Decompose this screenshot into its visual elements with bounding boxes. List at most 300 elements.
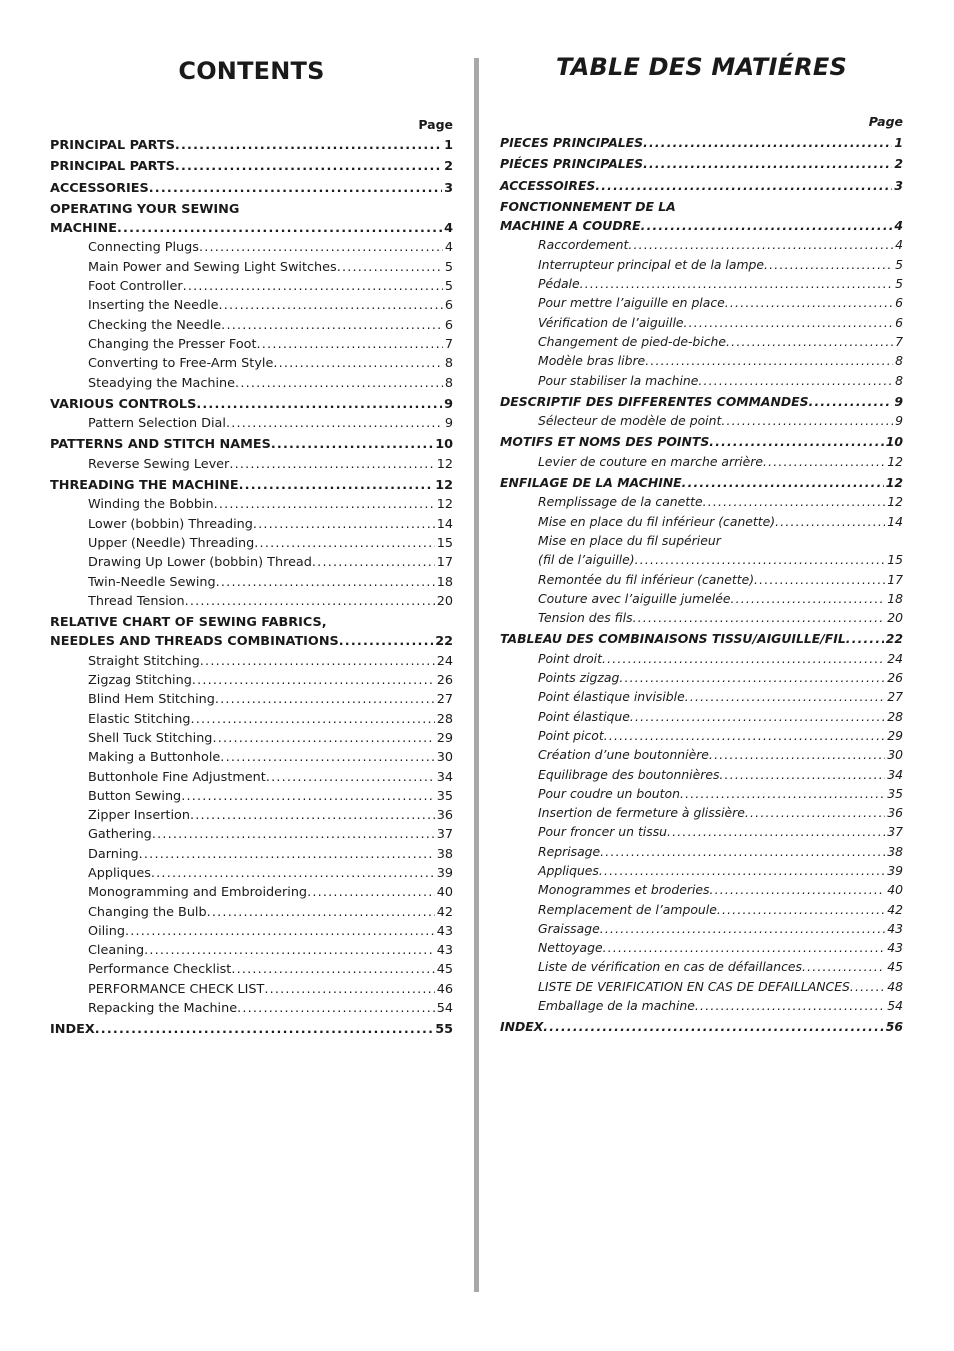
toc-entry-page-number: 42 <box>887 901 903 917</box>
toc-entry-label: MACHINE <box>50 221 117 237</box>
dot-leader <box>199 238 443 257</box>
toc-entry <box>50 671 453 690</box>
toc-entry-page-number: 18 <box>436 574 453 590</box>
dot-leader <box>643 133 892 152</box>
toc-entry-page-number: 2 <box>894 156 903 172</box>
page-title: TABLE DES MATIÉRES <box>556 53 847 81</box>
toc-entry-label: Couture avec l’aiguille jumelée <box>538 590 731 606</box>
dot-leader <box>196 395 442 414</box>
toc-section-entry <box>500 392 903 411</box>
toc-entry-page-number: 4 <box>895 237 903 253</box>
toc-entry-label: Point droit <box>538 650 602 666</box>
toc-entry-page-number: 28 <box>436 711 453 727</box>
toc-entry-page-number: 42 <box>436 904 453 920</box>
toc-entry-label: PIÉCES PRINCIPALES <box>500 156 644 172</box>
toc-entry-page-number: 7 <box>444 336 453 352</box>
dot-leader <box>266 768 435 787</box>
toc-entry-label: Sélecteur de modèle de point <box>538 413 722 429</box>
toc-entry <box>50 534 453 553</box>
toc-entry <box>50 768 453 787</box>
toc-entry <box>50 864 453 883</box>
toc-entry-label: MOTIFS ET NOMS DES POINTS <box>500 434 710 450</box>
toc-entry-label: Checking the Needle <box>88 317 222 333</box>
toc-entry-label: Appliques <box>538 862 599 878</box>
toc-entry-page-number: 46 <box>436 981 453 997</box>
toc-entry-label: Steadying the Machine <box>88 375 236 391</box>
toc-entry <box>50 999 453 1018</box>
toc-entry <box>500 957 903 976</box>
dot-leader <box>604 726 886 745</box>
toc-entry-page-number: 12 <box>436 497 453 513</box>
dot-leader <box>273 354 443 373</box>
toc-entry-page-number: 39 <box>887 862 903 878</box>
toc-entry-page-number: 9 <box>894 393 903 409</box>
toc-entry-label: Foot Controller <box>88 279 183 295</box>
toc-section-entry <box>500 154 903 173</box>
toc-entry <box>50 652 453 671</box>
toc-entry-label: Nettoyage <box>538 940 603 956</box>
toc-entry-label-line1: FONCTIONNEMENT DE LA <box>500 198 676 214</box>
toc-entry-label: Button Sewing <box>88 788 182 804</box>
toc-entry <box>500 880 903 899</box>
dot-leader <box>725 293 893 312</box>
toc-entry-page-number: 29 <box>887 727 903 743</box>
dot-leader <box>846 629 884 648</box>
dot-leader <box>337 258 443 277</box>
toc-entry <box>50 414 453 433</box>
toc-entry-label: Points zigzag <box>538 670 620 686</box>
toc-entry-label: Repacking the Machine <box>88 1001 238 1017</box>
toc-entry-page-number: 9 <box>444 416 453 432</box>
toc-entry <box>50 980 453 999</box>
toc-entry-label: Modèle bras libre <box>538 353 646 369</box>
dot-leader <box>600 919 885 938</box>
dot-leader <box>685 687 885 706</box>
toc-entry-page-number: 27 <box>436 692 453 708</box>
toc-entry-label: VARIOUS CONTROLS <box>50 396 197 412</box>
toc-section-entry <box>50 200 453 239</box>
toc-entry <box>500 707 903 726</box>
toc-entry <box>500 687 903 706</box>
toc-entry-page-number: 12 <box>887 453 903 469</box>
toc-entry-label: ENFILAGE DE LA MACHINE <box>500 475 682 491</box>
dot-leader <box>645 351 893 370</box>
toc-entry-label: Thread Tension <box>88 593 185 609</box>
toc-entry <box>500 977 903 996</box>
dot-leader <box>680 784 885 803</box>
toc-entry <box>500 900 903 919</box>
dot-leader <box>599 861 885 880</box>
toc-entry-label: THREADING THE MACHINE <box>50 478 239 494</box>
dot-leader <box>257 335 443 354</box>
toc-entry-page-number: 12 <box>887 494 903 510</box>
dot-leader <box>190 710 434 729</box>
toc-entry-label-line1: RELATIVE CHART OF SEWING FABRICS, <box>50 615 327 631</box>
dot-leader <box>595 176 892 195</box>
toc-list <box>500 133 903 1037</box>
toc-entry-page-number: 18 <box>887 590 903 606</box>
toc-entry-page-number: 55 <box>435 1022 453 1038</box>
dot-leader <box>775 512 885 531</box>
toc-entry-page-number: 26 <box>887 670 903 686</box>
dot-leader <box>231 960 434 979</box>
dot-leader <box>602 649 885 668</box>
toc-section-entry <box>50 179 453 198</box>
toc-entry-label: PRINCIPAL PARTS <box>50 159 175 175</box>
dot-leader <box>312 553 435 572</box>
toc-entry-page-number: 12 <box>436 456 453 472</box>
dot-leader <box>190 806 435 825</box>
dot-leader <box>152 825 435 844</box>
toc-entry <box>50 729 453 748</box>
toc-entry-page-number: 38 <box>887 843 903 859</box>
dot-leader <box>717 900 885 919</box>
toc-entry <box>50 374 453 393</box>
toc-entry <box>50 238 453 257</box>
toc-entry-page-number: 6 <box>895 314 903 330</box>
dot-leader <box>339 632 433 651</box>
toc-entry-page-number: 2 <box>444 159 453 175</box>
toc-entry <box>50 960 453 979</box>
toc-list <box>50 136 453 1040</box>
toc-entry <box>500 570 903 589</box>
dot-leader <box>215 690 435 709</box>
dot-leader <box>219 296 443 315</box>
toc-entry <box>500 371 903 390</box>
toc-entry <box>500 996 903 1015</box>
dot-leader <box>726 332 893 351</box>
toc-entry <box>500 332 903 351</box>
dot-leader <box>207 903 435 922</box>
toc-entry-page-number: 37 <box>436 827 453 843</box>
toc-entry <box>50 354 453 373</box>
toc-entry-page-number: 14 <box>887 513 903 529</box>
toc-entry-label: NEEDLES AND THREADS COMBINATIONS <box>50 634 339 650</box>
toc-entry-label: Converting to Free-Arm Style <box>88 356 274 372</box>
toc-entry-label: Mise en place du fil inférieur (canette) <box>538 513 776 529</box>
toc-section-entry <box>500 176 903 195</box>
toc-entry-label: PRINCIPAL PARTS <box>50 138 175 153</box>
toc-entry-label: ACCESSOIRES <box>500 177 596 193</box>
dot-leader <box>264 980 434 999</box>
page-title: CONTENTS <box>178 57 325 85</box>
toc-entry-page-number: 6 <box>444 317 453 333</box>
toc-entry-page-number: 15 <box>887 552 903 568</box>
toc-entry-label: Buttonhole Fine Adjustment <box>88 769 266 785</box>
toc-entry-label: PATTERNS AND STITCH NAMES <box>50 437 271 453</box>
toc-entry-label: Point picot <box>538 727 604 743</box>
toc-section-entry <box>500 1017 903 1036</box>
toc-entry <box>500 919 903 938</box>
toc-entry <box>50 455 453 474</box>
toc-entry-label: Reprisage <box>538 843 601 859</box>
toc-entry-page-number: 14 <box>436 516 453 532</box>
toc-entry <box>50 690 453 709</box>
column-divider <box>474 58 479 1292</box>
toc-entry <box>50 316 453 335</box>
dot-leader <box>139 845 435 864</box>
toc-entry <box>50 845 453 864</box>
toc-entry <box>500 589 903 608</box>
page-column-label: Page <box>418 117 453 132</box>
toc-entry-label: Raccordement <box>538 237 629 253</box>
toc-entry <box>500 668 903 687</box>
toc-section-entry <box>500 133 903 152</box>
toc-entry <box>500 351 903 370</box>
toc-entry <box>500 411 903 430</box>
toc-entry-label: Pédale <box>538 276 580 292</box>
toc-entry <box>50 748 453 767</box>
dot-leader <box>709 745 885 764</box>
dot-leader <box>619 668 885 687</box>
toc-entry-page-number: 45 <box>436 962 453 978</box>
toc-entry-page-number: 5 <box>895 256 903 272</box>
toc-entry-page-number: 39 <box>436 865 453 881</box>
toc-entry-label: Pour stabiliser la machine <box>538 372 699 388</box>
dot-leader <box>125 922 435 941</box>
dot-leader <box>641 216 893 235</box>
toc-entry-label: Graissage <box>538 920 600 936</box>
dot-leader <box>630 707 885 726</box>
dot-leader <box>185 592 435 611</box>
dot-leader <box>220 748 434 767</box>
toc-entry-label: PERFORMANCE CHECK LIST <box>88 981 265 997</box>
toc-entry-label: Appliques <box>88 865 151 881</box>
toc-entry <box>50 573 453 592</box>
toc-entry <box>500 255 903 274</box>
toc-entry-label: Performance Checklist <box>88 962 232 978</box>
toc-entry-label: Liste de vérification en cas de défaillances <box>538 959 802 975</box>
toc-entry-page-number: 28 <box>887 708 903 724</box>
toc-section-entry <box>500 629 903 648</box>
toc-entry-page-number: 27 <box>887 689 903 705</box>
toc-entry-page-number: 36 <box>436 808 453 824</box>
toc-entry-label-line1: OPERATING YOUR SEWING <box>50 201 240 217</box>
dot-leader <box>221 316 443 335</box>
dot-leader <box>239 476 434 495</box>
toc-entry-label: Monogramming and Embroidering <box>88 885 308 901</box>
toc-entry-page-number: 43 <box>887 940 903 956</box>
toc-section-entry <box>500 473 903 492</box>
toc-entry <box>50 922 453 941</box>
page-column-label: Page <box>868 114 903 129</box>
dot-leader <box>95 1020 433 1039</box>
toc-entry-page-number: 15 <box>436 535 453 551</box>
dot-leader <box>183 277 443 296</box>
dot-leader <box>721 411 893 430</box>
toc-entry-page-number: 34 <box>436 769 453 785</box>
toc-entry-label: INDEX <box>50 1022 95 1038</box>
toc-entry-label: Twin-Needle Sewing <box>88 574 216 590</box>
dot-leader <box>253 515 435 534</box>
toc-entry-page-number: 12 <box>435 478 453 494</box>
toc-entry-label: DESCRIPTIF DES DIFFERENTES COMMANDES <box>500 393 809 409</box>
toc-entry-page-number: 8 <box>895 372 903 388</box>
toc-entry-label: ACCESSORIES <box>50 180 149 196</box>
dot-leader <box>235 374 443 393</box>
toc-entry-page-number: 36 <box>887 805 903 821</box>
toc-entry-label: Darning <box>88 846 139 862</box>
dot-leader <box>214 495 435 514</box>
dot-leader <box>684 313 894 332</box>
toc-entry <box>500 765 903 784</box>
toc-entry-page-number: 8 <box>444 375 453 391</box>
dot-leader <box>237 999 435 1018</box>
toc-entry <box>500 313 903 332</box>
dot-leader <box>682 473 884 492</box>
toc-entry <box>50 258 453 277</box>
toc-entry-page-number: 6 <box>895 295 903 311</box>
toc-entry-label: Point élastique <box>538 708 630 724</box>
toc-entry-label: TABLEAU DES COMBINAISONS TISSU/AIGUILLE/FIL <box>500 631 846 647</box>
toc-entry-label: Gathering <box>88 827 152 843</box>
toc-entry-label: Drawing Up Lower (bobbin) Thread <box>88 555 312 571</box>
dot-leader <box>695 996 885 1015</box>
toc-entry-page-number: 3 <box>894 177 903 193</box>
toc-entry <box>500 938 903 957</box>
dot-leader <box>730 589 885 608</box>
toc-entry-page-number: 10 <box>435 437 453 453</box>
toc-entry <box>500 649 903 668</box>
toc-entry-label: Straight Stitching <box>88 653 200 669</box>
toc-entry-label: Insertion de fermeture à glissière <box>538 805 745 821</box>
toc-entry-label: Connecting Plugs <box>88 240 199 256</box>
toc-section-entry <box>50 435 453 454</box>
toc-entry-page-number: 24 <box>436 653 453 669</box>
toc-entry <box>500 452 903 471</box>
toc-entry <box>500 492 903 511</box>
toc-entry <box>50 277 453 296</box>
toc-entry-label: Changement de pied-de-biche <box>538 333 727 349</box>
toc-entry-label: Tension des fils <box>538 610 633 626</box>
toc-entry-page-number: 45 <box>887 959 903 975</box>
toc-entry-label: Zigzag Stitching <box>88 673 192 689</box>
toc-entry-page-number: 43 <box>436 943 453 959</box>
toc-entry-page-number: 8 <box>895 353 903 369</box>
toc-entry-page-number: 5 <box>444 259 453 275</box>
toc-entry-label: Inserting the Needle <box>88 298 219 314</box>
toc-entry <box>500 293 903 312</box>
toc-entry-page-number: 29 <box>436 730 453 746</box>
toc-entry-page-number: 22 <box>885 631 903 647</box>
dot-leader <box>703 492 886 511</box>
toc-entry-page-number: 54 <box>436 1001 453 1017</box>
toc-section-entry <box>50 136 453 155</box>
toc-entry-label: Vérification de l’aiguille <box>538 314 684 330</box>
toc-entry <box>50 296 453 315</box>
toc-entry-label: Pour froncer un tissu <box>538 824 668 840</box>
dot-leader <box>763 452 885 471</box>
toc-entry-page-number: 20 <box>887 610 903 626</box>
toc-entry <box>500 803 903 822</box>
toc-entry-label: Changing the Presser Foot <box>88 336 257 352</box>
toc-entry <box>50 495 453 514</box>
toc-entry-label: Point élastique invisible <box>538 689 685 705</box>
toc-section-entry <box>500 197 903 236</box>
toc-entry <box>50 825 453 844</box>
toc-entry-page-number: 12 <box>885 475 903 491</box>
toc-entry-label: (fil de l’aiguille) <box>538 552 635 568</box>
dot-leader <box>698 371 893 390</box>
toc-entry-page-number: 7 <box>895 333 903 349</box>
toc-entry-page-number: 4 <box>444 221 453 237</box>
toc-entry-page-number: 9 <box>444 396 453 412</box>
dot-leader <box>603 938 886 957</box>
dot-leader <box>745 803 885 822</box>
dot-leader <box>754 570 885 589</box>
toc-entry <box>50 903 453 922</box>
dot-leader <box>216 573 435 592</box>
toc-entry-label: Oiling <box>88 923 125 939</box>
toc-entry-page-number: 5 <box>895 276 903 292</box>
toc-entry-label: Remplissage de la canette <box>538 494 703 510</box>
dot-leader <box>229 455 434 474</box>
toc-entry-label: Equilibrage des boutonnières <box>538 766 720 782</box>
dot-leader <box>151 864 435 883</box>
toc-entry-label: Zipper Insertion <box>88 808 190 824</box>
toc-entry <box>500 861 903 880</box>
toc-entry <box>500 842 903 861</box>
dot-leader <box>802 957 885 976</box>
toc-section-entry <box>50 613 453 652</box>
dot-leader <box>226 414 443 433</box>
toc-entry-page-number: 56 <box>885 1019 903 1035</box>
dot-leader <box>175 136 442 155</box>
toc-entry-label: Remplacement de l’ampoule <box>538 901 717 917</box>
toc-entry-label: Shell Tuck Stitching <box>88 730 213 746</box>
toc-entry-page-number: 20 <box>436 593 453 609</box>
toc-entry <box>500 512 903 531</box>
toc-entry-page-number: 37 <box>887 824 903 840</box>
toc-entry-label: Winding the Bobbin <box>88 497 214 513</box>
dot-leader <box>633 608 886 627</box>
toc-entry <box>500 745 903 764</box>
toc-entry-page-number: 1 <box>894 135 903 150</box>
toc-entry-page-number: 4 <box>444 240 453 256</box>
toc-entry-page-number: 9 <box>895 413 903 429</box>
toc-entry-label: Elastic Stitching <box>88 711 191 727</box>
dot-leader <box>181 787 435 806</box>
toc-entry-page-number: 3 <box>444 180 453 196</box>
dot-leader <box>643 154 892 173</box>
toc-entry-label: Reverse Sewing Lever <box>88 456 230 472</box>
toc-entry-label: Remontée du fil inférieur (canette) <box>538 571 755 587</box>
toc-entry-page-number: 8 <box>444 356 453 372</box>
toc-entry-page-number: 5 <box>444 279 453 295</box>
toc-entry-label: Création d’une boutonnière <box>538 747 709 763</box>
toc-section-entry <box>500 432 903 451</box>
toc-entry <box>50 806 453 825</box>
toc-entry <box>50 710 453 729</box>
toc-entry-label: Pattern Selection Dial <box>88 416 226 432</box>
toc-entry-label: LISTE DE VERIFICATION EN CAS DE DEFAILLANCES <box>538 978 850 994</box>
toc-entry-page-number: 6 <box>444 298 453 314</box>
dot-leader <box>709 432 883 451</box>
toc-entry-label: Making a Buttonhole <box>88 750 221 766</box>
dot-leader <box>144 941 435 960</box>
dot-leader <box>307 883 435 902</box>
dot-leader <box>149 179 442 198</box>
toc-entry-page-number: 26 <box>436 673 453 689</box>
toc-entry <box>500 822 903 841</box>
toc-entry-label: Changing the Bulb <box>88 904 207 920</box>
toc-entry-label: PIECES PRINCIPALES <box>500 135 644 150</box>
toc-entry-page-number: 40 <box>887 882 903 898</box>
dot-leader <box>667 822 885 841</box>
toc-entry-page-number: 30 <box>887 747 903 763</box>
toc-entry <box>500 235 903 254</box>
dot-leader <box>192 671 435 690</box>
